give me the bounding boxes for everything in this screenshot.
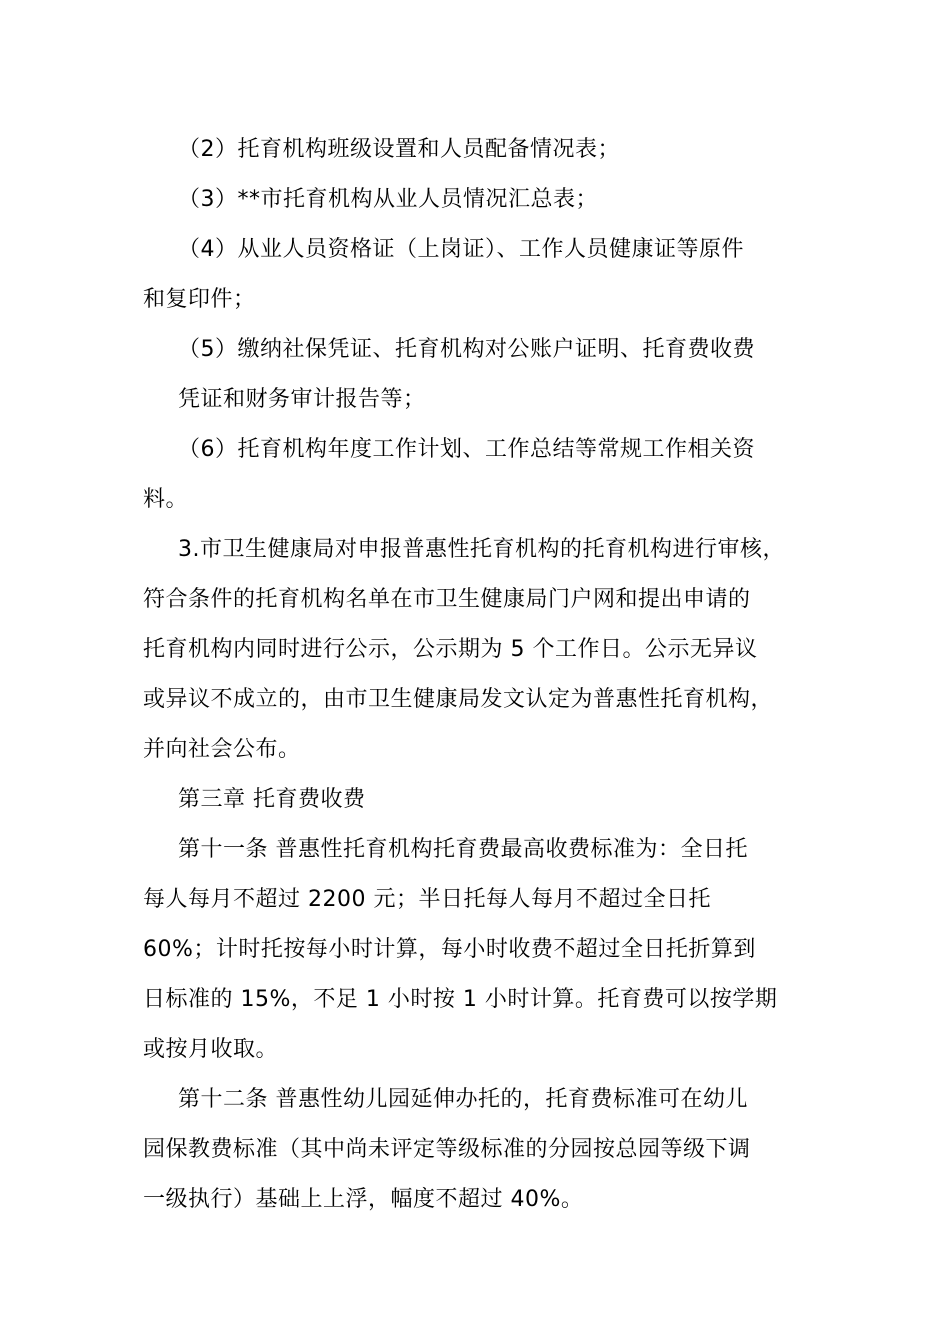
article-12-line-1: 第十二条 普惠性幼儿园延伸办托的，托育费标准可在幼儿: [178, 1087, 748, 1112]
article-11-line-1: 第十一条 普惠性托育机构托育费最高收费标准为：全日托: [178, 837, 748, 862]
list-item-4-cont: 和复印件；: [143, 287, 256, 312]
paragraph-review-line-4: 或异议不成立的，由市卫生健康局发文认定为普惠性托育机构，: [143, 687, 774, 712]
article-11-line-3: 60%；计时托按每小时计算，每小时收费不超过全日托折算到: [143, 937, 756, 962]
paragraph-review-line-5: 并向社会公布。: [143, 737, 301, 762]
list-item-5-cont: 凭证和财务审计报告等；: [178, 387, 426, 412]
list-item-6-cont: 料。: [143, 487, 189, 512]
list-item-2: （2）托育机构班级设置和人员配备情况表；: [178, 137, 620, 162]
article-11-line-5: 或按月收取。: [143, 1037, 279, 1062]
chapter-heading: 第三章 托育费收费: [178, 787, 366, 812]
list-item-4: （4）从业人员资格证（上岗证）、工作人员健康证等原件: [178, 237, 744, 262]
article-12-line-3: 一级执行）基础上上浮，幅度不超过 40%。: [143, 1187, 584, 1212]
list-item-3: （3）**市托育机构从业人员情况汇总表；: [178, 187, 598, 212]
paragraph-review-line-1: 3.市卫生健康局对申报普惠性托育机构的托育机构进行审核，: [178, 537, 785, 562]
paragraph-review-line-3: 托育机构内同时进行公示，公示期为 5 个工作日。公示无异议: [143, 637, 758, 662]
list-item-6: （6）托育机构年度工作计划、工作总结等常规工作相关资: [178, 437, 755, 462]
article-12-line-2: 园保教费标准（其中尚未评定等级标准的分园按总园等级下调: [143, 1137, 751, 1162]
article-11-line-4: 日标准的 15%，不足 1 小时按 1 小时计算。托育费可以按学期: [143, 987, 778, 1012]
article-11-line-2: 每人每月不超过 2200 元；半日托每人每月不超过全日托: [143, 887, 711, 912]
paragraph-review-line-2: 符合条件的托育机构名单在市卫生健康局门户网和提出申请的: [143, 587, 751, 612]
list-item-5: （5）缴纳社保凭证、托育机构对公账户证明、托育费收费: [178, 337, 755, 362]
